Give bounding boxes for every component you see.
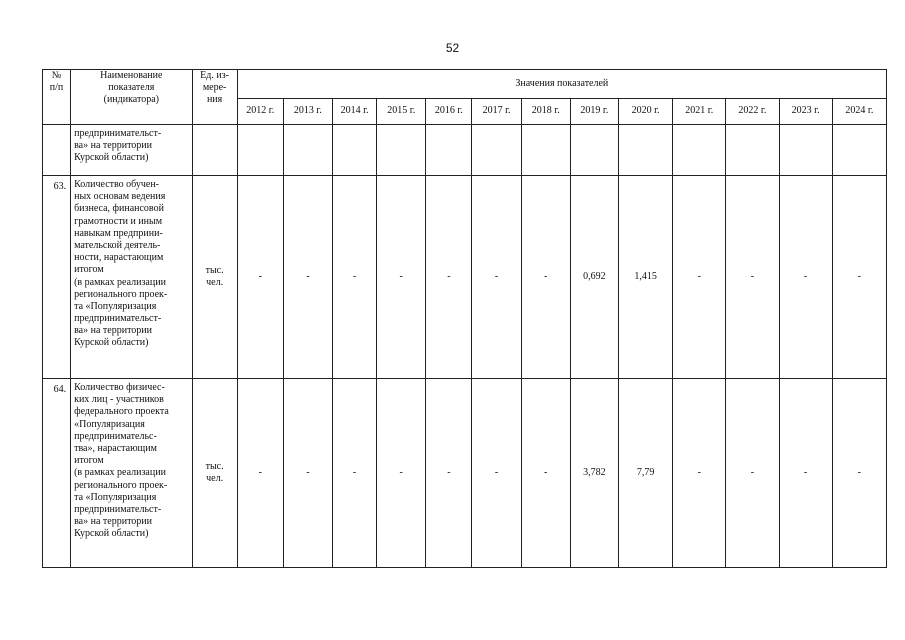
year-header: 2012 г. <box>237 99 283 125</box>
indicator-value: - <box>426 379 472 568</box>
indicator-value <box>333 125 377 176</box>
column-header-name: Наименование показателя (индикатора) <box>71 70 192 125</box>
page-number: 52 <box>445 41 460 55</box>
indicator-value: - <box>283 379 332 568</box>
year-header: 2024 г. <box>832 99 886 125</box>
year-header: 2015 г. <box>377 99 426 125</box>
indicator-value <box>673 125 726 176</box>
column-header-values-group: Значения показателей <box>237 70 886 99</box>
indicator-value <box>779 125 832 176</box>
indicator-value: - <box>426 176 472 379</box>
indicator-value: - <box>726 176 779 379</box>
table-row <box>43 379 887 568</box>
indicator-value: - <box>237 176 283 379</box>
indicator-value: 7,79 <box>618 379 672 568</box>
indicator-value: - <box>283 176 332 379</box>
indicator-value: - <box>779 176 832 379</box>
row-number <box>43 125 71 176</box>
year-header: 2014 г. <box>333 99 377 125</box>
indicator-value: - <box>673 176 726 379</box>
indicator-value <box>618 125 672 176</box>
indicator-name: предпринимательст- ва» на территории Курской области) <box>71 125 192 176</box>
indicator-value: - <box>333 379 377 568</box>
year-header: 2016 г. <box>426 99 472 125</box>
table-row <box>43 125 887 176</box>
row-number: 64. <box>43 379 71 568</box>
year-header: 2022 г. <box>726 99 779 125</box>
indicator-value <box>283 125 332 176</box>
indicator-value <box>726 125 779 176</box>
indicator-value: - <box>832 176 886 379</box>
year-header: 2021 г. <box>673 99 726 125</box>
column-header-number: № п/п <box>43 70 71 125</box>
indicator-unit: тыс. чел. <box>192 176 237 379</box>
indicator-value: - <box>521 176 570 379</box>
indicator-value <box>237 125 283 176</box>
indicator-value: 1,415 <box>618 176 672 379</box>
indicator-unit <box>192 125 237 176</box>
indicator-value: - <box>673 379 726 568</box>
indicator-value: - <box>377 379 426 568</box>
year-header: 2020 г. <box>618 99 672 125</box>
indicator-value <box>426 125 472 176</box>
indicator-unit: тыс. чел. <box>192 379 237 568</box>
indicator-value: 3,782 <box>570 379 618 568</box>
indicator-value: - <box>472 379 521 568</box>
indicator-table <box>42 69 887 568</box>
year-header: 2017 г. <box>472 99 521 125</box>
indicator-value <box>570 125 618 176</box>
indicator-value <box>472 125 521 176</box>
indicator-value: - <box>333 176 377 379</box>
indicator-value: - <box>377 176 426 379</box>
table-header-row <box>43 70 887 99</box>
indicator-value: - <box>237 379 283 568</box>
year-header: 2023 г. <box>779 99 832 125</box>
indicator-value: - <box>472 176 521 379</box>
indicator-value: - <box>832 379 886 568</box>
indicator-value <box>377 125 426 176</box>
indicator-value: - <box>726 379 779 568</box>
indicator-value: - <box>779 379 832 568</box>
row-number: 63. <box>43 176 71 379</box>
table-row <box>43 176 887 379</box>
indicator-name: Количество обучен- ных основам ведения бизнеса, финансовой грамотности и иным навыкам предприни- мательской деятель- ности, нарастающим итогом (в рамках реализации регионального проек- та «Популяризация предпринимательст- ва» на территории Курской области) <box>71 176 192 379</box>
year-header: 2019 г. <box>570 99 618 125</box>
indicator-value: 0,692 <box>570 176 618 379</box>
year-header: 2013 г. <box>283 99 332 125</box>
year-header: 2018 г. <box>521 99 570 125</box>
indicator-name: Количество физичес- ких лиц - участников федерального проекта «Популяризация предпринимательс- тва», нарастающим итогом (в рамках реализации регионального проек- та «Популяризация предпринимательст- ва» на территории Курской области) <box>71 379 192 568</box>
indicator-value: - <box>521 379 570 568</box>
indicator-value <box>521 125 570 176</box>
column-header-unit: Ед. из- мере- ния <box>192 70 237 125</box>
indicator-value <box>832 125 886 176</box>
